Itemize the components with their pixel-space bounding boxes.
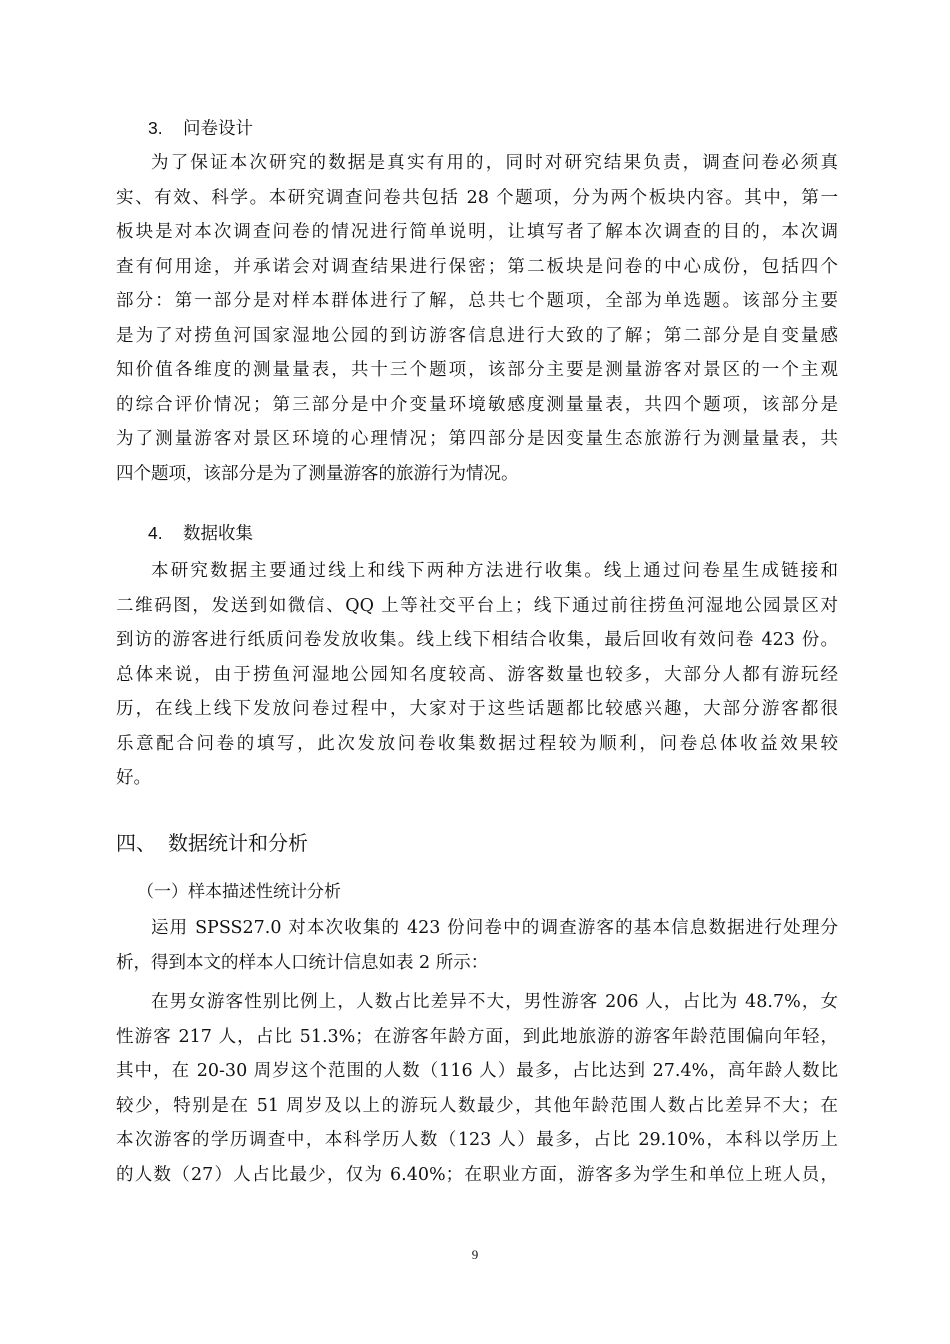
paragraph-line: 历，在线上线下发放问卷过程中，大家对于这些话题都比较感兴趣，大部分游客都很 <box>116 699 838 719</box>
chapter-4-heading <box>116 828 308 858</box>
section-4-heading <box>148 519 253 548</box>
chapter-4-title: 数据统计和分析 <box>168 831 308 855</box>
paragraph-line: 是为了对捞鱼河国家湿地公园的到访游客信息进行大致的了解；第二部分是自变量感 <box>116 325 838 346</box>
section-3-number: 3. <box>148 118 163 138</box>
paragraph-line: 为了测量游客对景区环境的心理情况；第四部分是因变量生态旅游行为测量量表，共 <box>116 429 838 449</box>
paragraph-line: 本研究数据主要通过线上和线下两种方法进行收集。线上通过问卷星生成链接和 <box>151 561 838 581</box>
section-3-paragraph <box>116 146 838 491</box>
section-3-title: 问卷设计 <box>183 119 253 139</box>
paragraph-line: 四个题项，该部分是为了测量游客的旅游行为情况。 <box>116 463 519 484</box>
paragraph-line: 部分：第一部分是对样本群体进行了解，总共七个题项，全部为单选题。该部分主要 <box>116 291 838 311</box>
paragraph-line: 本次游客的学历调查中，本科学历人数（123 人）最多，占比 29.10%，本科以学历上 <box>116 1130 838 1150</box>
section-3-heading <box>148 114 253 143</box>
paragraph-line: 好。 <box>116 768 151 788</box>
paragraph-line: 二维码图，发送到如微信、QQ 上等社交平台上；线下通过前往捞鱼河湿地公园景区对 <box>116 595 838 616</box>
paragraph-line: 实、有效、科学。本研究调查问卷共包括 28 个题项，分为两个板块内容。其中，第一 <box>116 187 838 208</box>
paragraph-line: 总体来说，由于捞鱼河湿地公园知名度较高、游客数量也较多，大部分人都有游玩经 <box>116 664 838 685</box>
subsection-1-heading: （一）样本描述性统计分析 <box>137 882 341 902</box>
paragraph-line: 到访的游客进行纸质问卷发放收集。线上线下相结合收集，最后回收有效问卷 423 份。 <box>116 630 838 650</box>
paragraph-line: 在男女游客性别比例上，人数占比差异不大，男性游客 206 人，占比为 48.7%，女 <box>151 992 838 1012</box>
paragraph-line: 乐意配合问卷的填写，此次发放问卷收集数据过程较为顺利，问卷总体收益效果较 <box>116 733 838 754</box>
paragraph-line: 板块是对本次调查问卷的情况进行简单说明，让填写者了解本次调查的目的，本次调 <box>116 222 838 242</box>
paragraph-line: 其中，在 20-30 周岁这个范围的人数（116 人）最多，占比达到 27.4%，高年龄人数比 <box>116 1061 838 1081</box>
section-4-title: 数据收集 <box>183 524 253 544</box>
paragraph-line: 运用 SPSS27.0 对本次收集的 423 份问卷中的调查游客的基本信息数据进行处理分 <box>151 918 838 938</box>
paragraph-line: 的综合评价情况；第三部分是中介变量环境敏感度测量量表，共四个题项，该部分是 <box>116 394 838 415</box>
paragraph-line: 析，得到本文的样本人口统计信息如表 2 所示： <box>116 952 489 973</box>
section-4-number: 4. <box>148 523 163 543</box>
paragraph-line: 知价值各维度的测量量表，共十三个题项，该部分主要是测量游客对景区的一个主观 <box>116 360 838 380</box>
paragraph-line: 查有何用途，并承诺会对调查结果进行保密；第二板块是问卷的中心成份，包括四个 <box>116 256 838 277</box>
paragraph-line: 性游客 217 人，占比 51.3%；在游客年龄方面，到此地旅游的游客年龄范围偏向年轻， <box>116 1026 838 1047</box>
subsection-1-paragraph-2 <box>116 985 838 1192</box>
paragraph-line: 较少，特别是在 51 周岁及以上的游玩人数最少，其他年龄范围人数占比差异不大；在 <box>116 1095 838 1116</box>
paragraph-line: 的人数（27）人占比最少，仅为 6.40%；在职业方面，游客多为学生和单位上班人员， <box>116 1164 838 1185</box>
chapter-4-number: 四、 <box>116 831 156 855</box>
paragraph-line: 为了保证本次研究的数据是真实有用的，同时对研究结果负责，调查问卷必须真 <box>151 153 838 173</box>
page-number: 9 <box>471 1247 479 1262</box>
section-4-paragraph <box>116 554 838 796</box>
subsection-1-paragraph-1 <box>116 911 838 980</box>
